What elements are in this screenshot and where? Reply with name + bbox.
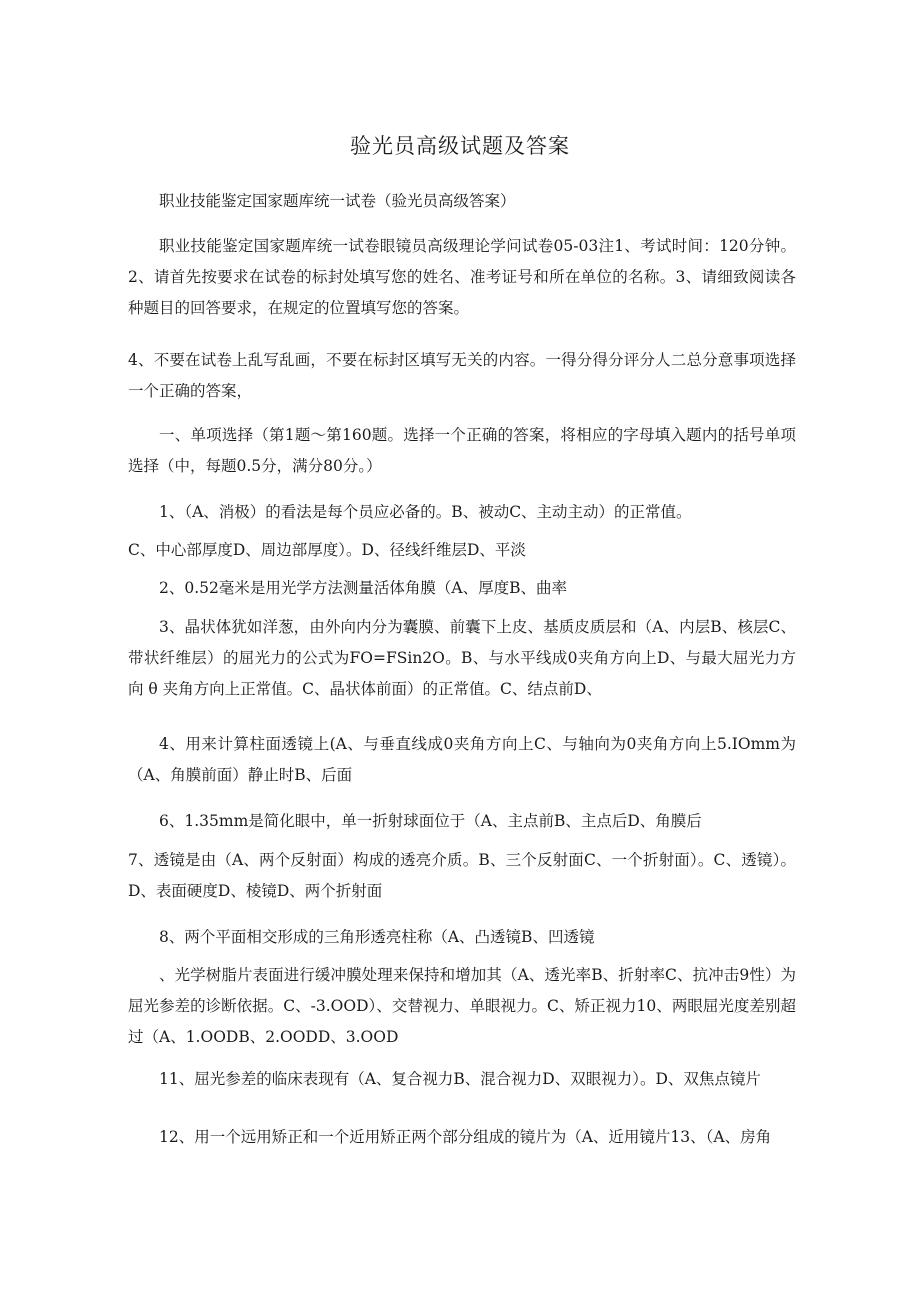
paragraph-question-6: 6、1.35mm是简化眼中，单一折射球面位于（A、主点前B、主点后D、角膜后 [159,812,702,830]
paragraph-question-11: 11、屈光参差的临床表现有（A、复合视力B、混合视力D、双眼视力）。D、双焦点镜片 [159,1070,761,1088]
paragraph-exam-name: 职业技能鉴定国家题库统一试卷（验光员高级答案） [159,192,516,210]
document-title: 验光员高级试题及答案 [350,134,570,158]
paragraph-question-12: 12、用一个远用矫正和一个近用矫正两个部分组成的镜片为（A、近用镜片13、（A、房角 [159,1128,772,1146]
paragraph-question-7: 7、透镜是由（A、两个反射面）构成的透亮介质。B、三个反射面C、一个折射面）。C、透镜）。D、表面硬度D、棱镜D、两个折射面 [128,851,796,900]
paragraph-question-1-options: C、中心部厚度D、周边部厚度）。D、径线纤维层D、平淡 [128,541,526,559]
paragraph-question-1: 1、（A、消极）的看法是每个员应必备的。B、被动C、主动主动）的正常值。 [159,503,692,521]
paragraph-question-3: 3、晶状体犹如洋葱，由外向内分为囊膜、前囊下上皮、基质皮质层和（A、内层B、核层C、带状纤维层）的屈光力的公式为FO=FSin2O。B、与水平线成0夹角方向上D、与最大屈光力方向 θ 夹角方向上正常值。C、晶状体前面）的正常值。C、结点前D、 [128,618,796,698]
paragraph-exam-notes: 职业技能鉴定国家题库统一试卷眼镜员高级理论学问试卷05-03注1、考试时间：120分钟。2、请首先按要求在试卷的标封处填写您的姓名、准考证号和所在单位的名称。3、请细致阅读各种题目的回答要求，在规定的位置填写您的答案。 [128,237,796,317]
paragraph-note-4: 4、不要在试卷上乱写乱画，不要在标封区填写无关的内容。一得分得分评分人二总分意事项选择一个正确的答案， [128,351,796,400]
paragraph-question-2: 2、0.52毫米是用光学方法测量活体角膜（A、厚度B、曲率 [159,579,567,597]
paragraph-section-1-heading: 一、单项选择（第1题～第160题。选择一个正确的答案，将相应的字母填入题内的括号单项选择（中，每题0.5分，满分80分。） [128,426,796,475]
paragraph-question-8: 8、两个平面相交形成的三角形透亮柱称（A、凸透镜B、凹透镜 [159,928,595,946]
paragraph-question-4: 4、用来计算柱面透镜上(A、与垂直线成0夹角方向上C、与轴向为0夹角方向上5.IOmm为（A、角膜前面）静止时B、后面 [128,735,796,784]
paragraph-question-9-10: 、光学树脂片表面进行缓冲膜处理来保持和增加其（A、透光率B、折射率C、抗冲击9性）为屈光参差的诊断依据。C、-3.OOD）、交替视力、单眼视力。C、矫正视力10、两眼屈光度差别超过（A、1.OODB、2.OODD、3.OOD [128,966,796,1046]
